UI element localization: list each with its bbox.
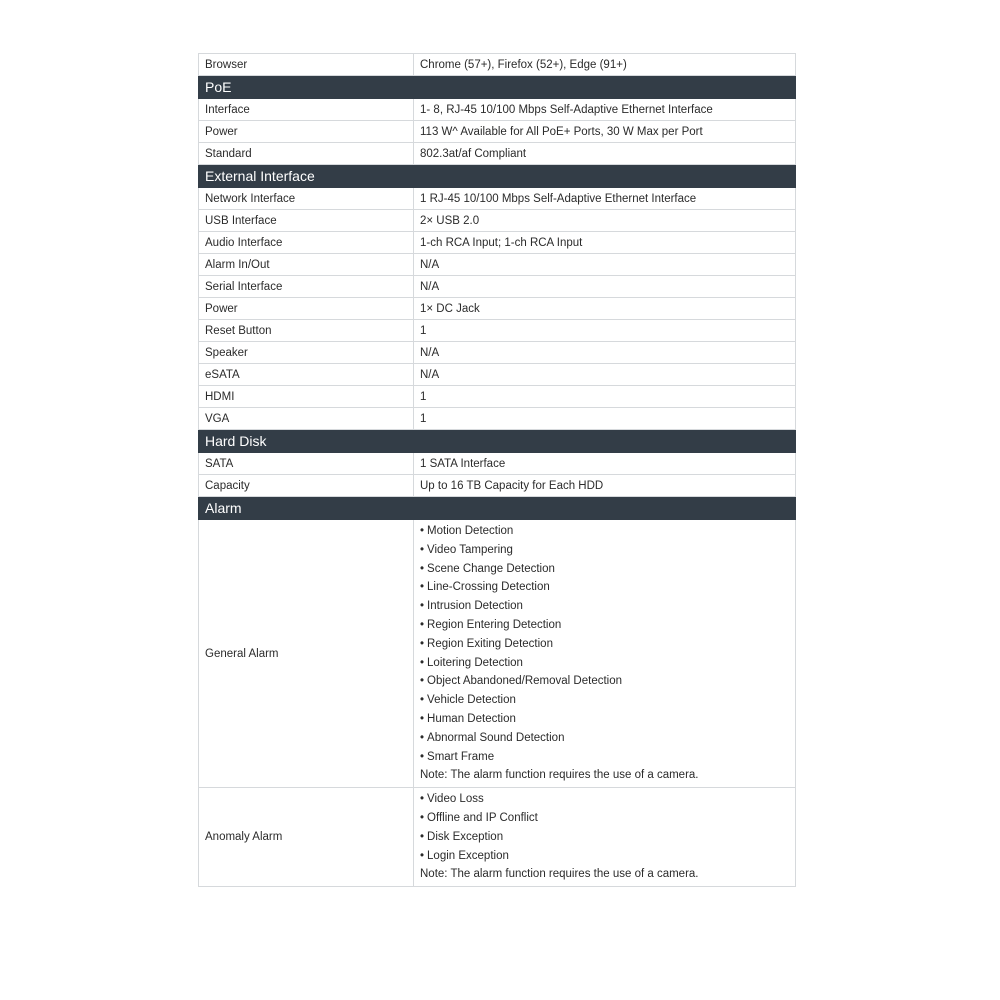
spec-row	[199, 298, 796, 320]
list-item	[420, 522, 789, 541]
spec-table	[198, 53, 796, 887]
list-item-text: Scene Change Detection	[427, 562, 555, 575]
spec-row	[199, 232, 796, 254]
bullet-list	[420, 522, 789, 766]
list-item	[420, 828, 789, 847]
list-item	[420, 691, 789, 710]
bullet-icon: •	[420, 849, 425, 862]
bullet-icon: •	[420, 525, 425, 537]
spec-value: 1	[414, 320, 796, 342]
section-poe	[199, 76, 796, 99]
spec-label: Capacity	[199, 475, 414, 497]
bullet-icon: •	[420, 543, 425, 556]
list-item-text: Abnormal Sound Detection	[427, 731, 565, 744]
spec-value	[414, 788, 796, 887]
spec-value: N/A	[414, 254, 796, 276]
spec-row	[199, 143, 796, 165]
list-item-text: Intrusion Detection	[427, 600, 523, 613]
list-item	[420, 635, 789, 654]
spec-label: Alarm In/Out	[199, 254, 414, 276]
spec-row	[199, 386, 796, 408]
spec-value: Up to 16 TB Capacity for Each HDD	[414, 475, 796, 497]
bullet-icon: •	[420, 811, 425, 824]
spec-label: Speaker	[199, 342, 414, 364]
list-item	[420, 729, 789, 748]
spec-label: Audio Interface	[199, 232, 414, 254]
list-item	[420, 710, 789, 729]
spec-value: 113 W^ Available for All PoE+ Ports, 30 W Max per Port	[414, 121, 796, 143]
list-item	[420, 790, 789, 809]
spec-row	[199, 320, 796, 342]
spec-label: Network Interface	[199, 188, 414, 210]
spec-value: 1× DC Jack	[414, 298, 796, 320]
section-alarm	[199, 497, 796, 520]
spec-row	[199, 99, 796, 121]
spec-value: 1- 8, RJ-45 10/100 Mbps Self-Adaptive Ethernet Interface	[414, 99, 796, 121]
spec-row-browser	[199, 54, 796, 76]
section-title: External Interface	[199, 165, 796, 188]
bullet-icon: •	[420, 581, 425, 594]
spec-row	[199, 475, 796, 497]
list-item-text: Object Abandoned/Removal Detection	[427, 675, 623, 688]
spec-label: SATA	[199, 453, 414, 475]
section-title: PoE	[199, 76, 796, 99]
spec-label: Serial Interface	[199, 276, 414, 298]
spec-row	[199, 121, 796, 143]
spec-row	[199, 453, 796, 475]
list-item-text: Disk Exception	[427, 830, 504, 843]
list-item-text: Region Exiting Detection	[427, 637, 553, 650]
spec-label: USB Interface	[199, 210, 414, 232]
list-item-text: Smart Frame	[427, 750, 495, 763]
spec-value: 2× USB 2.0	[414, 210, 796, 232]
bullet-icon: •	[420, 712, 425, 725]
section-external-interface	[199, 165, 796, 188]
bullet-list	[420, 790, 789, 865]
alarm-note: Note: The alarm function requires the use of a camera.	[420, 868, 699, 881]
spec-value: N/A	[414, 276, 796, 298]
spec-row	[199, 188, 796, 210]
spec-row	[199, 342, 796, 364]
list-item-text: Vehicle Detection	[427, 694, 516, 707]
section-title: Hard Disk	[199, 430, 796, 453]
alarm-note: Note: The alarm function requires the use of a camera.	[420, 769, 699, 782]
list-item-text: Loitering Detection	[427, 656, 523, 669]
spec-row-anomaly-alarm	[199, 788, 796, 887]
spec-value	[414, 520, 796, 788]
list-item-text: Motion Detection	[427, 525, 514, 537]
list-item-text: Video Loss	[427, 793, 484, 806]
spec-value: Chrome (57+), Firefox (52+), Edge (91+)	[414, 54, 796, 76]
spec-label: General Alarm	[199, 520, 414, 788]
bullet-icon: •	[420, 562, 425, 575]
bullet-icon: •	[420, 675, 425, 688]
spec-value: 1 RJ-45 10/100 Mbps Self-Adaptive Ethernet Interface	[414, 188, 796, 210]
spec-label: HDMI	[199, 386, 414, 408]
list-item	[420, 654, 789, 673]
spec-label: Anomaly Alarm	[199, 788, 414, 887]
list-item-text: Line-Crossing Detection	[427, 581, 550, 594]
spec-label: VGA	[199, 408, 414, 430]
spec-row	[199, 276, 796, 298]
list-item-text: Offline and IP Conflict	[427, 811, 538, 824]
list-item	[420, 616, 789, 635]
spec-row	[199, 364, 796, 386]
bullet-icon: •	[420, 793, 425, 806]
spec-table-body	[199, 54, 796, 887]
bullet-icon: •	[420, 830, 425, 843]
spec-label: Power	[199, 121, 414, 143]
list-item-text: Region Entering Detection	[427, 618, 562, 631]
bullet-icon: •	[420, 656, 425, 669]
spec-value: 802.3at/af Compliant	[414, 143, 796, 165]
list-item	[420, 541, 789, 560]
spec-value: 1	[414, 408, 796, 430]
spec-label: Power	[199, 298, 414, 320]
spec-value: N/A	[414, 364, 796, 386]
spec-row	[199, 210, 796, 232]
spec-label: Interface	[199, 99, 414, 121]
list-item	[420, 672, 789, 691]
list-item	[420, 578, 789, 597]
bullet-icon: •	[420, 618, 425, 631]
list-item-text: Human Detection	[427, 712, 516, 725]
section-hard-disk	[199, 430, 796, 453]
spec-row	[199, 408, 796, 430]
spec-value: 1 SATA Interface	[414, 453, 796, 475]
bullet-icon: •	[420, 750, 425, 763]
list-item	[420, 597, 789, 616]
spec-row	[199, 254, 796, 276]
bullet-icon: •	[420, 600, 425, 613]
list-item	[420, 560, 789, 579]
list-item-text: Login Exception	[427, 849, 509, 862]
list-item	[420, 809, 789, 828]
bullet-icon: •	[420, 637, 425, 650]
spec-label: Reset Button	[199, 320, 414, 342]
spec-label: Standard	[199, 143, 414, 165]
spec-value: 1	[414, 386, 796, 408]
bullet-icon: •	[420, 731, 425, 744]
list-item	[420, 847, 789, 866]
spec-row-general-alarm	[199, 520, 796, 788]
spec-value: 1-ch RCA Input; 1-ch RCA Input	[414, 232, 796, 254]
section-title: Alarm	[199, 497, 796, 520]
list-item-text: Video Tampering	[427, 543, 513, 556]
bullet-icon: •	[420, 694, 425, 707]
spec-label: Browser	[199, 54, 414, 76]
list-item	[420, 748, 789, 767]
spec-label: eSATA	[199, 364, 414, 386]
spec-value: N/A	[414, 342, 796, 364]
